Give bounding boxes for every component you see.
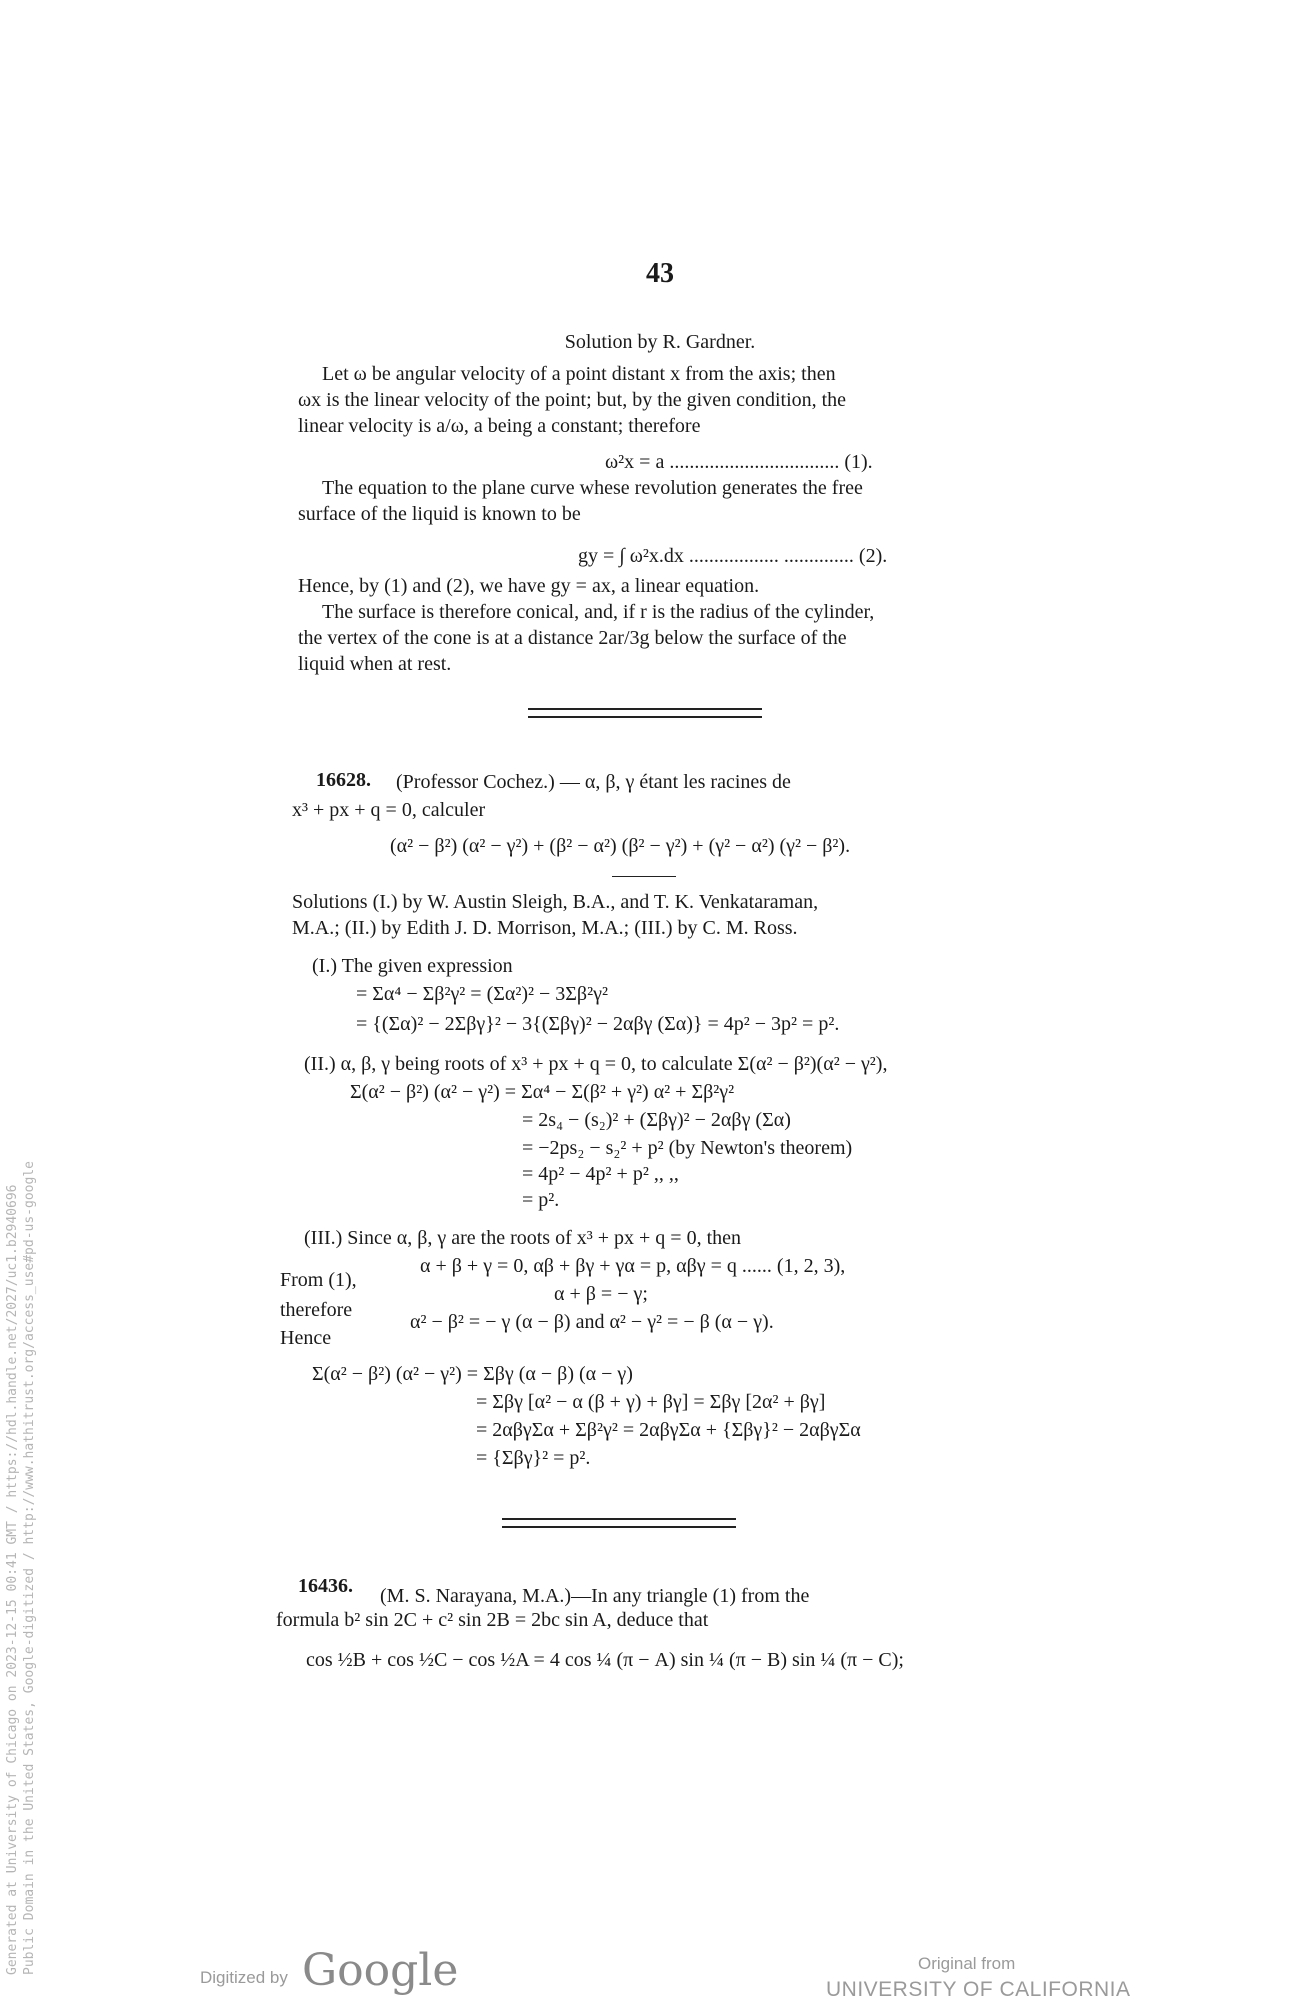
sol3-line: α + β + γ = 0, αβ + βγ + γα = p, αβγ = q ...... (1, 2, 3), xyxy=(420,1255,846,1277)
solution-header-gardner: Solution by R. Gardner. xyxy=(564,331,756,353)
sol1-line: = Σα⁴ − Σβ²γ² = (Σα²)² − 3Σβ²γ² xyxy=(356,983,608,1005)
sol3-line: = {Σβγ}² = p². xyxy=(476,1447,591,1469)
problem-text: formula b² sin 2C + c² sin 2B = 2bc sin A, deduce that xyxy=(276,1609,709,1631)
sol3-line: α + β = − γ; xyxy=(554,1283,648,1305)
section-divider xyxy=(528,708,762,710)
text-line: The surface is therefore conical, and, if r is the radius of the cylinder, xyxy=(322,601,875,623)
section-divider xyxy=(502,1526,736,1528)
problem-text: (M. S. Narayana, M.A.)—In any triangle (1) from the xyxy=(380,1585,810,1607)
sol2-line: Σ(α² − β²) (α² − γ²) = Σα⁴ − Σ(β² + γ²) α² + Σβ²γ² xyxy=(350,1081,735,1103)
university-label: UNIVERSITY OF CALIFORNIA xyxy=(826,1978,1131,2001)
sol2-line: = 2s₄ − (s₂)² + (Σβγ)² − 2αβγ (Σα) xyxy=(522,1109,791,1131)
problem-text: x³ + px + q = 0, calculer xyxy=(292,799,486,821)
text-line: ωx is the linear velocity of the point; but, by the given condition, the xyxy=(298,389,847,411)
sol3-line: Σ(α² − β²) (α² − γ²) = Σβγ (α − β) (α − γ) xyxy=(312,1363,633,1385)
text-line: Let ω be angular velocity of a point distant x from the axis; then xyxy=(322,363,836,385)
sol2-line: (II.) α, β, γ being roots of x³ + px + q = 0, to calculate Σ(α² − β²)(α² − γ²), xyxy=(304,1053,888,1075)
text-line: surface of the liquid is known to be xyxy=(298,503,581,525)
problem-formula: cos ½B + cos ½C − cos ½A = 4 cos ¼ (π − A) sin ¼ (π − B) sin ¼ (π − C); xyxy=(306,1649,904,1671)
text-line: Hence, by (1) and (2), we have gy = ax, a linear equation. xyxy=(298,575,760,597)
sol1-line: (I.) The given expression xyxy=(312,955,513,977)
sol3-line: α² − β² = − γ (α − β) and α² − γ² = − β (α − γ). xyxy=(410,1311,774,1333)
solutions-header: Solutions (I.) by W. Austin Sleigh, B.A., and T. K. Venkataraman, xyxy=(292,891,819,913)
hathitrust-watermark xyxy=(4,1161,38,1975)
text-line: liquid when at rest. xyxy=(298,653,452,675)
sol3-line: = 2αβγΣα + Σβ²γ² = 2αβγΣα + {Σβγ}² − 2αβγΣα xyxy=(476,1419,861,1441)
equation-2: gy = ∫ ω²x.dx .................. .............. (2). xyxy=(578,545,888,567)
original-from-label: Original from xyxy=(918,1954,1016,1973)
page-number: 43 xyxy=(646,258,674,289)
sol2-line: = 4p² − 4p² + p² ,, ,, xyxy=(522,1163,679,1185)
watermark-line-1: Generated at University of Chicago on 2023-12-15 00:41 GMT / https://hdl.handle.net/2027/uc1.b2940696 xyxy=(5,1184,20,1975)
sol3-label: therefore xyxy=(280,1299,353,1321)
sol3-line: = Σβγ [α² − α (β + γ) + βγ] = Σβγ [2α² + βγ] xyxy=(476,1391,826,1413)
sol2-line: = p². xyxy=(522,1189,560,1211)
text-line: linear velocity is a/ω, a being a constant; therefore xyxy=(298,415,701,437)
short-divider xyxy=(612,876,676,877)
equation-1: ω²x = a .................................. (1). xyxy=(605,451,873,473)
sol3-label: Hence xyxy=(280,1327,332,1349)
sol3-line: (III.) Since α, β, γ are the roots of x³ + px + q = 0, then xyxy=(304,1227,742,1249)
sol1-line: = {(Σα)² − 2Σβγ}² − 3{(Σβγ)² − 2αβγ (Σα)} = 4p² − 3p² = p². xyxy=(356,1013,840,1035)
google-logo: Google xyxy=(302,1945,459,1996)
sol2-line: = −2ps₂ − s₂² + p² (by Newton's theorem) xyxy=(522,1137,853,1159)
section-divider xyxy=(528,716,762,718)
problem-text: (Professor Cochez.) — α, β, γ étant les racines de xyxy=(396,771,791,793)
watermark-line-2: Public Domain in the United States, Google-digitized / http://www.hathitrust.org/access_use#pd-us-google xyxy=(22,1161,37,1975)
text-line: The equation to the plane curve whese revolution generates the free xyxy=(322,477,863,499)
solutions-header: M.A.; (II.) by Edith J. D. Morrison, M.A.; (III.) by C. M. Ross. xyxy=(292,917,798,939)
problem-expression: (α² − β²) (α² − γ²) + (β² − α²) (β² − γ²) + (γ² − α²) (γ² − β²). xyxy=(390,835,851,857)
problem-number-16436: 16436. xyxy=(298,1575,353,1597)
sol3-label: From (1), xyxy=(280,1269,357,1291)
section-divider xyxy=(502,1518,736,1520)
text-line: the vertex of the cone is at a distance 2ar/3g below the surface of the xyxy=(298,627,847,649)
problem-number-16628: 16628. xyxy=(316,769,371,791)
digitized-by-label: Digitized by xyxy=(200,1968,288,1987)
